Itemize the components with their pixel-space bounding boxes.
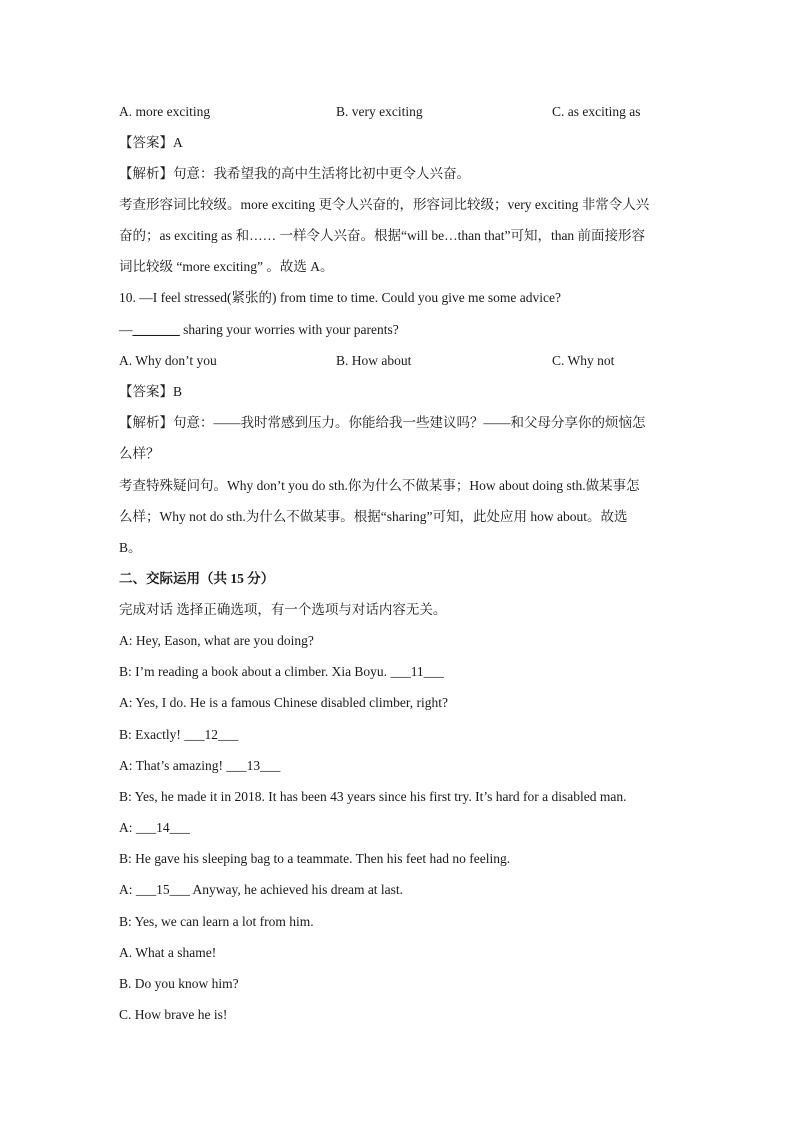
q9-analysis-line: 【解析】句意：我希望我的高中生活将比初中更令人兴奋。 — [119, 166, 470, 181]
q10-analysis-line: 么样？ — [119, 446, 160, 461]
q10-question: 10. —I feel stressed(紧张的) from time to time. Could you give me some advice? — [119, 290, 562, 305]
dialogue-line — [119, 850, 679, 868]
q10-question-rest: sharing your worries with your parents? — [179, 322, 399, 337]
dialogue-line — [119, 788, 679, 806]
q10-option-b: B. How about — [336, 353, 412, 368]
q9-answer: 【答案】A — [119, 135, 183, 150]
dialogue-line — [119, 913, 679, 931]
blank-15: ___15___ — [135, 882, 190, 897]
dialogue-text: B: Yes, he made it in 2018. It has been 43 years since his first try. It’s hard for a disabled man. — [119, 789, 627, 804]
blank-11: ___11___ — [390, 664, 444, 679]
dialogue-text: A: — [119, 882, 136, 897]
dialogue-text: A: Hey, Eason, what are you doing? — [119, 633, 314, 648]
blank-12: ___12___ — [184, 727, 239, 742]
dialogue-line — [119, 632, 679, 650]
q9-options — [119, 103, 679, 121]
q9-analysis-line: 奋的；as exciting as 和…… 一样令人兴奋。根据“will be…than that”可知，than 前面接形容 — [119, 228, 646, 243]
q9-analysis-line: 考查形容词比较级。more exciting 更令人兴奋的，形容词比较级；very exciting 非常令人兴 — [119, 197, 650, 212]
dialogue-line — [119, 726, 679, 744]
dialogue-line — [119, 881, 679, 899]
choice-b: B. Do you know him? — [119, 976, 239, 991]
q10-analysis-line: 么样；Why not do sth.为什么不做某事。根据“sharing”可知，此处应用 how about。故选 — [119, 509, 628, 524]
dialogue-line — [119, 819, 679, 837]
dialogue-text: B: Yes, we can learn a lot from him. — [119, 914, 314, 929]
q10-analysis-line: 考查特殊疑问句。Why don’t you do sth.你为什么不做某事；How about doing sth.做某事怎 — [119, 478, 640, 493]
q10-answer: 【答案】B — [119, 384, 183, 399]
blank-14: ___14___ — [135, 820, 190, 835]
q10-analysis-line: 【解析】句意：——我时常感到压力。你能给我一些建议吗？——和父母分享你的烦恼怎 — [119, 415, 646, 430]
section-title: 二、交际运用（共 15 分） — [119, 571, 275, 586]
dialogue-line — [119, 757, 679, 775]
dialogue-text: A: — [119, 820, 136, 835]
q9-option-c: C. as exciting as — [552, 104, 641, 119]
q10-blank: _______ — [132, 322, 180, 337]
dialogue-text: B: I’m reading a book about a climber. Xia Boyu. — [119, 664, 391, 679]
q9-option-b: B. very exciting — [336, 104, 423, 119]
q9-option-a: A. more exciting — [119, 104, 211, 119]
dialogue-text-after: Anyway, he achieved his dream at last. — [189, 882, 404, 897]
dash: — — [119, 322, 133, 337]
blank-13: ___13___ — [226, 758, 281, 773]
choice-c: C. How brave he is! — [119, 1007, 228, 1022]
q10-option-c: C. Why not — [552, 353, 615, 368]
choice-a: A. What a shame! — [119, 945, 217, 960]
q10-option-a: A. Why don’t you — [119, 353, 217, 368]
dialogue-text: B: Exactly! — [119, 727, 185, 742]
q10-question-line2 — [119, 321, 679, 339]
section-instruction: 完成对话 选择正确选项，有一个选项与对话内容无关。 — [119, 602, 447, 617]
dialogue-line — [119, 694, 679, 712]
q9-analysis-line: 词比较级 “more exciting” 。故选 A。 — [119, 259, 334, 274]
q10-options — [119, 352, 679, 370]
dialogue-line — [119, 663, 679, 681]
dialogue-text: A: That’s amazing! — [119, 758, 227, 773]
dialogue-text: A: Yes, I do. He is a famous Chinese disabled climber, right? — [119, 695, 449, 710]
dialogue-text: B: He gave his sleeping bag to a teammate. Then his feet had no feeling. — [119, 851, 511, 866]
q10-analysis-line: B。 — [119, 540, 142, 555]
